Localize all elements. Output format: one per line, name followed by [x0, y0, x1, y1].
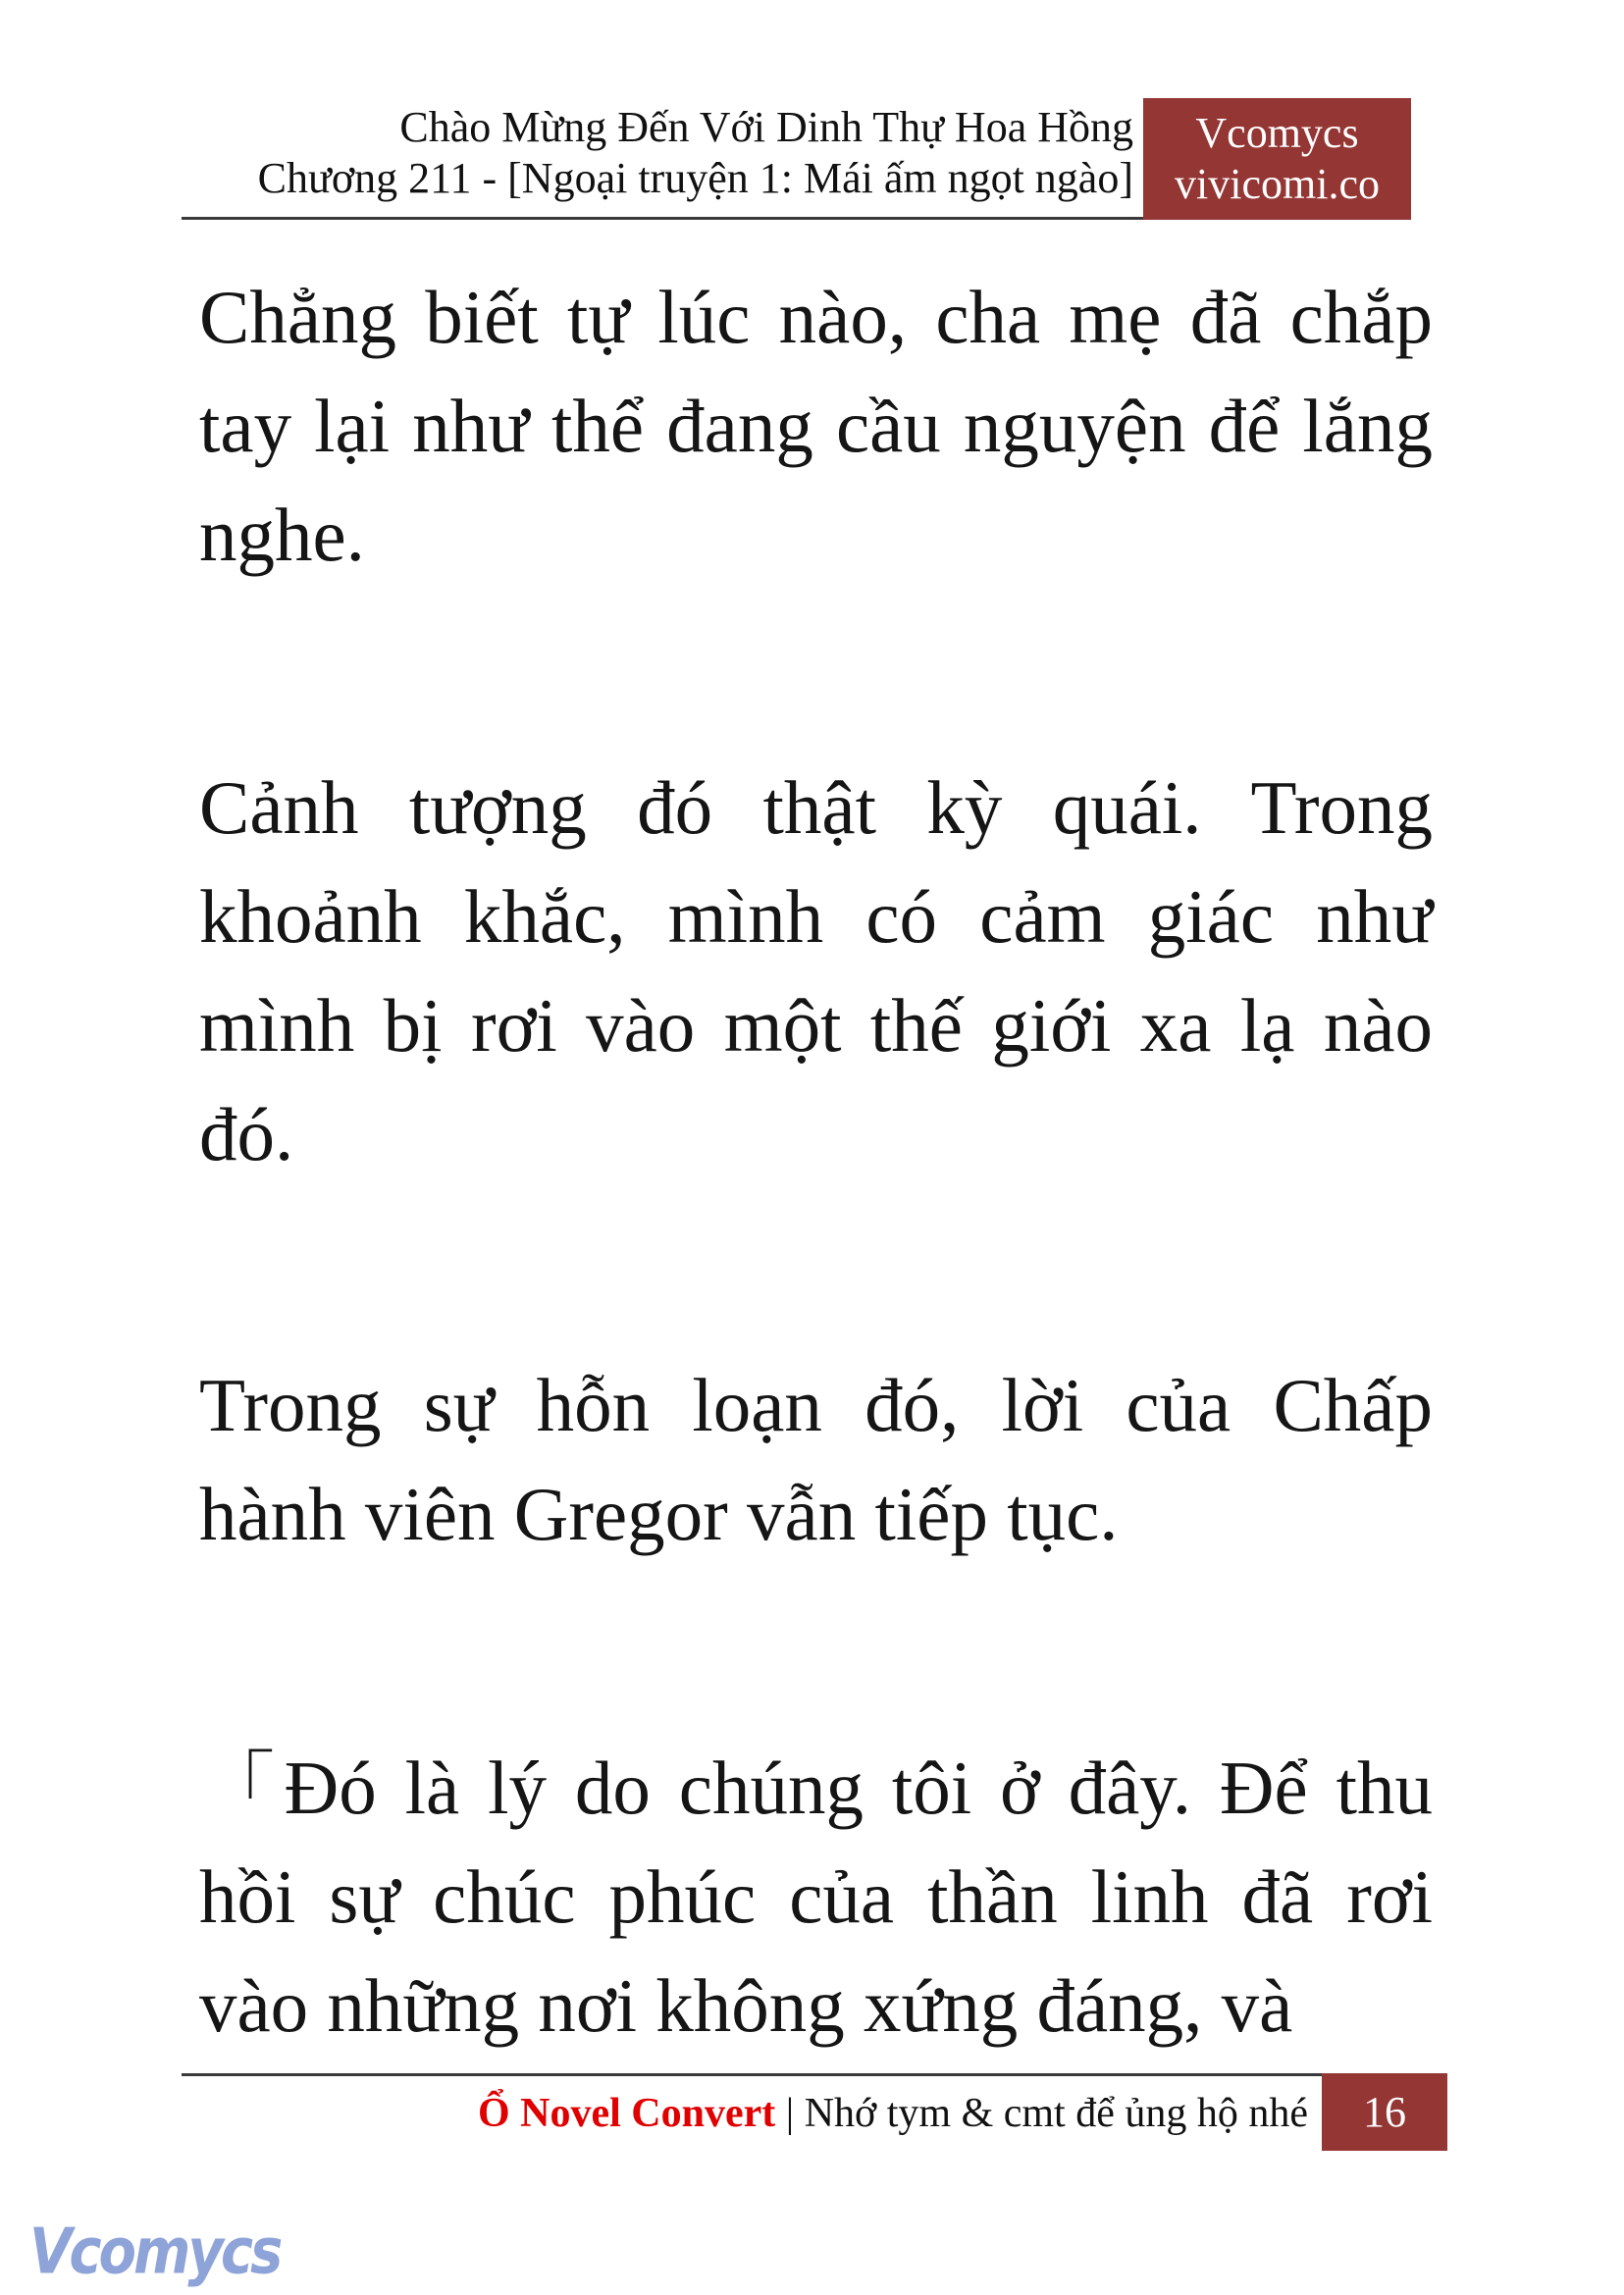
brand-site: vivicomi.co [1175, 160, 1380, 208]
footer-separator: | [785, 2091, 795, 2136]
brand-name: Vcomycs [1195, 109, 1359, 157]
footer-message: Nhớ tym & cmt để ủng hộ nhé [804, 2091, 1308, 2136]
paragraph-2: Cảnh tượng đó thật kỳ quái. Trong khoảnh khắc, mình có cảm giác như mình bị rơi vào một thế giới xa lạ nào đó. [199, 765, 1433, 1176]
chapter-title: Chương 211 - [Ngoại truyện 1: Mái ấm ngọt ngào] [257, 154, 1133, 202]
header-divider [182, 217, 1143, 220]
page-number: 16 [1322, 2073, 1447, 2151]
paragraph-1: Chẳng biết tự lúc nào, cha mẹ đã chắp tay lại như thể đang cầu nguyện để lắng nghe. [199, 275, 1433, 577]
page-header [182, 102, 1133, 204]
page-footer [478, 2088, 1308, 2139]
footer-divider [182, 2073, 1322, 2076]
watermark-logo: Vcomycs [29, 2216, 281, 2289]
paragraph-4: 「Đó là lý do chúng tôi ở đây. Để thu hồi sự chúc phúc của thần linh đã rơi vào những nơi không xứng đáng, và [199, 1746, 1433, 2048]
book-title: Chào Mừng Đến Với Dinh Thự Hoa Hồng [399, 103, 1133, 151]
paragraph-3: Trong sự hỗn loạn đó, lời của Chấp hành viên Gregor vẫn tiếp tục. [199, 1363, 1433, 1556]
brand-badge [1143, 98, 1411, 220]
footer-brand: Ổ Novel Convert [477, 2091, 776, 2136]
